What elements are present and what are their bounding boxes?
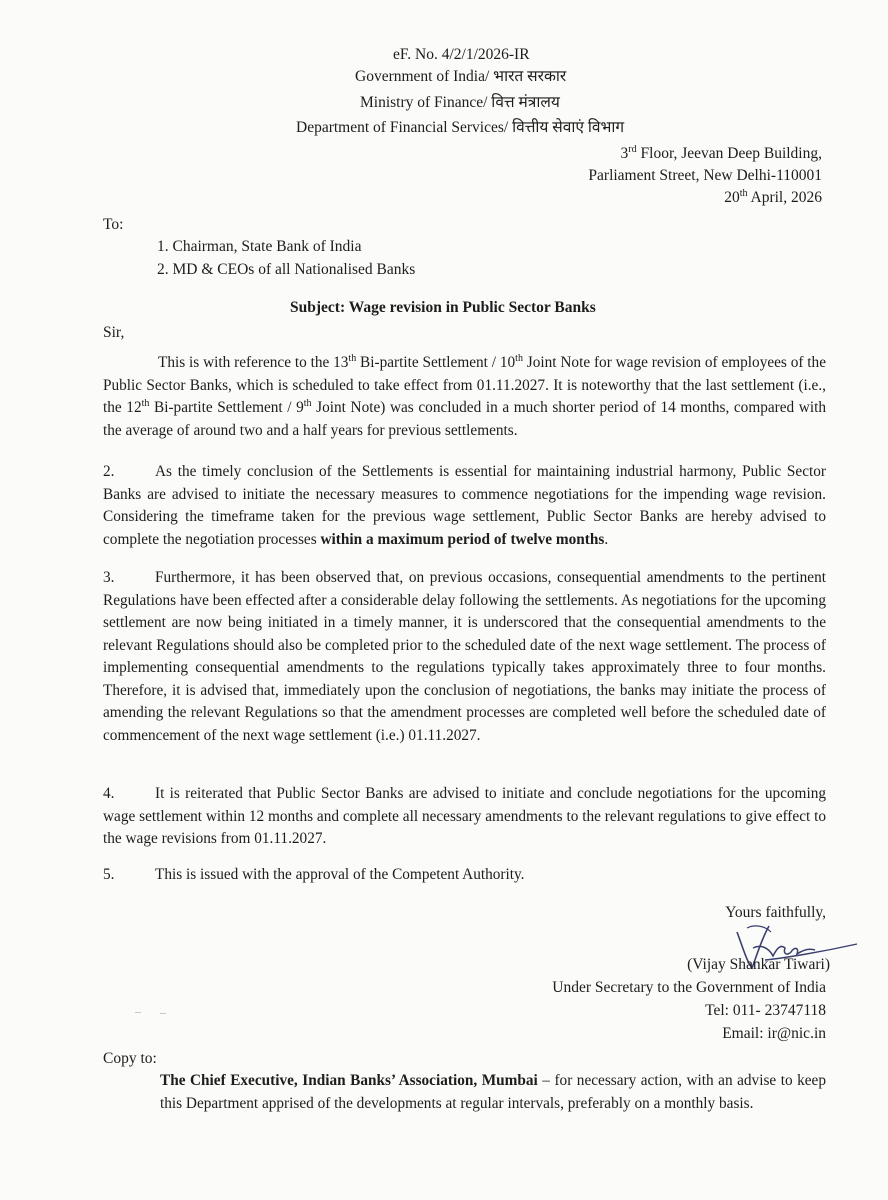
department-line: Department of Financial Services/ वित्तीय सेवाएं विभाग [296,119,625,136]
closing: Yours faithfully, [725,904,826,921]
ministry-line: Ministry of Finance/ वित्त मंत्रालय [360,94,560,111]
signatory-name: (Vijay Shankar Tiwari) [687,956,830,973]
government-line: Government of India/ भारत सरकार [355,68,567,85]
address-street: Parliament Street, New Delhi-110001 [588,167,822,184]
signatory-tel: Tel: 011- 23747118 [705,1002,826,1019]
signatory-designation: Under Secretary to the Government of India [552,979,826,996]
paragraph-5: 5. This is issued with the approval of the Competent Authority. [103,866,525,883]
recipient-1: 1. Chairman, State Bank of India [157,238,362,255]
file-number: eF. No. 4/2/1/2026-IR [393,46,530,63]
signatory-email: Email: ir@nic.in [722,1025,826,1042]
salutation: Sir, [103,324,125,341]
paragraph-2: 2. As the timely conclusion of the Settlements is essential for maintaining industrial harmony, Public Sector Banks are advised to initiate the necessary measures to commence negotiations for the impending wage revision. Considering the timeframe taken for the previous wage settlement, Public Sector Banks are hereby advised to complete the negotiation processes within a maximum period of twelve months. [103,463,826,548]
letter-date: 20th April, 2026 [724,187,822,206]
paragraph-1: This is with reference to the 13th Bi-partite Settlement / 10th Joint Note for wage revision of employees of the Public Sector Banks, which is scheduled to take effect from 01.11.2027. It is noteworthy that the last settlement (i.e., the 12th Bi-partite Settlement / 9th Joint Note) was concluded in a much shorter period of 14 months, compared with the average of around two and a half years for previous settlements. [103,352,826,439]
copy-to-label: Copy to: [103,1050,157,1067]
copy-to-recipient: The Chief Executive, Indian Banks’ Association, Mumbai – for necessary action, with an advise to keep this Department apprised of the developments at regular intervals, preferably on a monthly basis. [160,1072,826,1112]
to-label: To: [103,216,124,233]
recipient-2: 2. MD & CEOs of all Nationalised Banks [157,261,416,278]
scan-mark [135,1012,141,1013]
scan-mark [160,1013,166,1014]
paragraph-4: 4. It is reiterated that Public Sector Banks are advised to initiate and conclude negotiations for the upcoming wage settlement within 12 months and complete all necessary amendments to the relevant regulations to give effect to the wage revisions from 01.11.2027. [103,785,826,847]
subject-line: Subject: Wage revision in Public Sector Banks [290,299,596,316]
address-floor: 3rd Floor, Jeevan Deep Building, [620,143,822,162]
paragraph-3: 3. Furthermore, it has been observed that, on previous occasions, consequential amendments to the pertinent Regulations have been effected after a considerable delay following the settlements. As negotiations for the upcoming settlement are now being initiated in a timely manner, it is underscored that the consequential amendments to the relevant Regulations should also be completed prior to the scheduled date of the next wage settlement. The process of implementing consequential amendments to the regulations typically takes approximately three to four months. Therefore, it is advised that, immediately upon the conclusion of negotiations, the banks may initiate the process of amending the relevant Regulations so that the amendment processes are completed well before the scheduled date of commencement of the next wage settlement (i.e.) 01.11.2027. [103,569,826,744]
